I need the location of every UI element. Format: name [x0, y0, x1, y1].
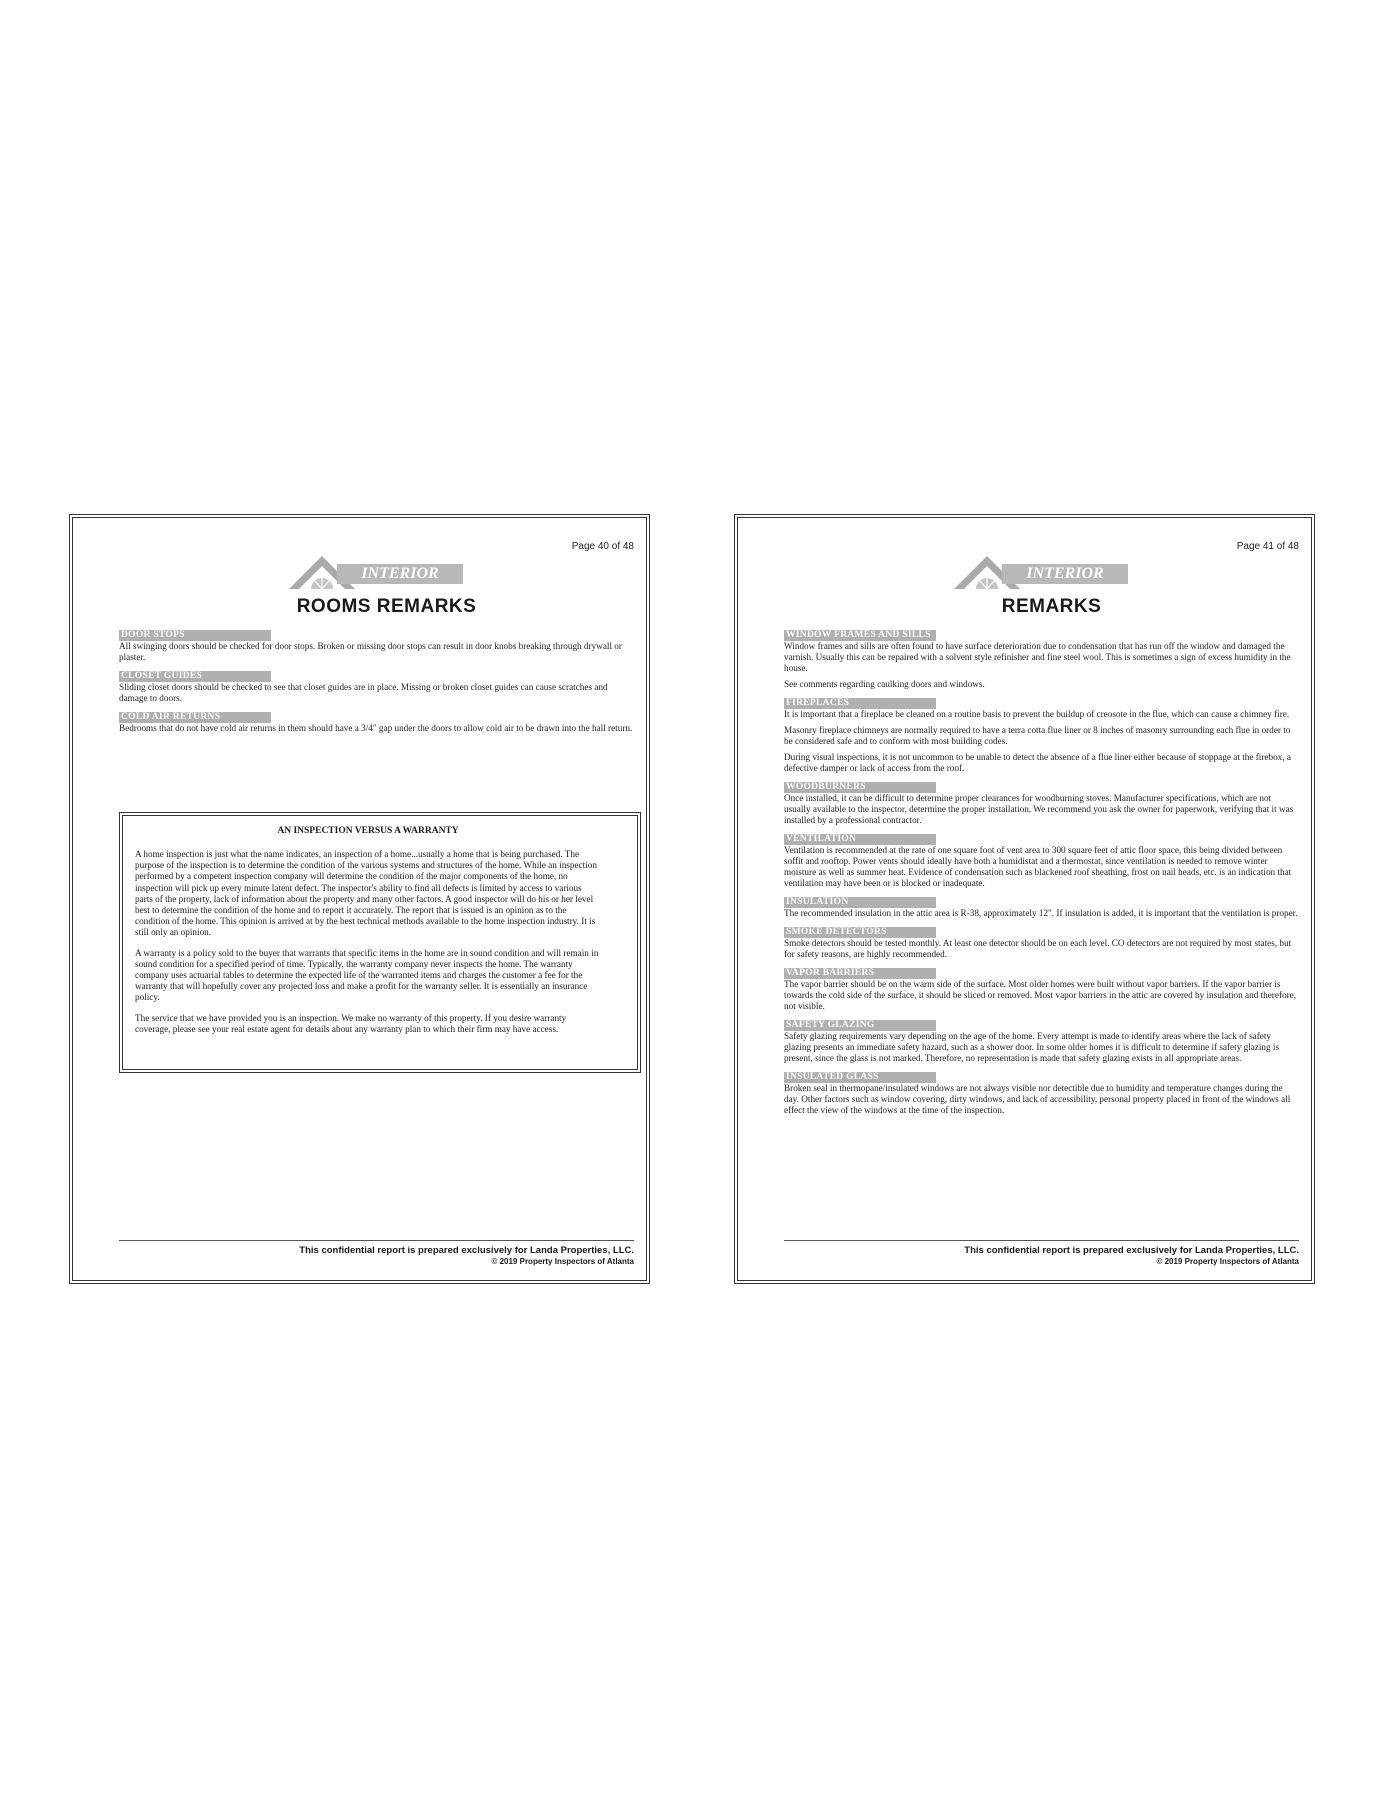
page-title: REMARKS	[1001, 596, 1102, 617]
remarks-sections	[784, 630, 1299, 1124]
remark-section	[784, 630, 1299, 690]
section-text: Broken seal in thermopane/insulated windows are not always visible nor detectible due to humidity and temperature changes during the day. Other factors such as window covering, dirty windows, and lack of accessibility, personal property placed in front of the windows all effect the view of the windows at the time of the inspection.	[784, 1083, 1291, 1115]
section-heading: FIREPLACES	[784, 698, 936, 709]
section-text: Once installed, it can be difficult to determine proper clearances for woodburning stoves. Manufacturer specifications, which are not usually available to the inspector, determine the proper installation. We recommend you ask the owner for paperwork, verifying that it was installed by a professional contractor.	[784, 793, 1294, 825]
section-heading: VAPOR BARRIERS	[784, 968, 936, 979]
remark-section	[784, 897, 1299, 919]
footer-divider	[784, 1240, 1299, 1241]
footer-confidential: This confidential report is prepared exclusively for Landa Properties, LLC.	[964, 1245, 1299, 1256]
section-heading: WINDOW FRAMES AND SILLS	[784, 630, 936, 641]
section-heading: SMOKE DETECTORS	[784, 927, 936, 938]
section-text: See comments regarding caulking doors and windows.	[784, 679, 985, 689]
footer-divider	[119, 1240, 634, 1241]
remark-section	[784, 1072, 1299, 1116]
section-text: Bedrooms that do not have cold air returns in them should have a 3/4" gap under the doors to allow cold air to be drawn into the hall return.	[119, 723, 633, 733]
warranty-paragraph: The service that we have provided you is an inspection. We make no warranty of this property. If you desire warranty coverage, please see your real estate agent for details about any warranty plan to which their firm may have access.	[135, 1012, 567, 1034]
remark-section	[119, 712, 634, 734]
section-banner: INTERIOR	[337, 564, 463, 584]
remark-section	[119, 630, 634, 663]
warranty-box	[119, 812, 641, 1073]
section-text: Ventilation is recommended at the rate of one square foot of vent area to 300 square feet of attic floor space, this being divided between soffit and rooftop. Power vents should ideally have both a humidistat and a thermostat, since ventilation is needed to remove winter moisture as well as summer heat. Evidence of condensation such as blackened roof sheathing, frost on nail heads, etc. is an indication that ventilation may have been or is blocked or inadequate.	[784, 845, 1292, 888]
warranty-title: AN INSPECTION VERSUS A WARRANTY	[277, 826, 459, 836]
report-page-left	[69, 514, 650, 1284]
section-heading: WOODBURNERS	[784, 782, 936, 793]
remark-section	[119, 671, 634, 704]
footer-confidential: This confidential report is prepared exclusively for Landa Properties, LLC.	[299, 1245, 634, 1256]
remark-section	[784, 968, 1299, 1012]
warranty-paragraph: A home inspection is just what the name indicates, an inspection of a home...usually a home that is being purchased. The purpose of the inspection is to determine the condition of the various systems and structures of the home. While an inspection performed by a competent inspection company will determine the condition of the major components of the home, no inspection will pick up every minute latent defect. The inspector's ability to find all defects is limited by access to various parts of the property, lack of information about the property and many other factors. A good inspector will do his or her level best to determine the condition of the home and to report it accurately. The report that is issued is an opinion as to the condition of the home. This opinion is arrived at by the best technical methods available to the home inspection industry. It is still only an opinion.	[135, 849, 597, 938]
remarks-sections	[119, 630, 634, 742]
section-banner: INTERIOR	[1002, 564, 1128, 584]
section-heading: SAFETY GLAZING	[784, 1020, 936, 1031]
remark-section	[784, 698, 1299, 774]
interior-logo	[952, 553, 1148, 591]
page-content	[119, 518, 634, 1280]
section-heading: INSULATED GLASS	[784, 1072, 936, 1083]
remark-section	[784, 927, 1299, 960]
section-text: During visual inspections, it is not uncommon to be unable to detect the absence of a flue liner either because of stoppage at the firebox, a defective damper or lack of access from the roof.	[784, 752, 1291, 773]
remark-section	[784, 834, 1299, 889]
footer-copyright: © 2019 Property Inspectors of Atlanta	[491, 1257, 634, 1266]
page-title: ROOMS REMARKS	[296, 596, 477, 617]
section-heading: DOOR STOPS	[119, 630, 271, 641]
page-number: Page 40 of 48	[571, 541, 634, 552]
page-content	[784, 518, 1299, 1280]
section-heading: CLOSET GUIDES	[119, 671, 271, 682]
section-text: It is important that a fireplace be cleaned on a routine basis to prevent the buildup of creosote in the flue, which can cause a chimney fire.	[784, 709, 1290, 719]
section-heading: VENTILATION	[784, 834, 936, 845]
remark-section	[784, 1020, 1299, 1064]
report-page-right	[734, 514, 1315, 1284]
section-text: Sliding closet doors should be checked to see that closet guides are in place. Missing or broken closet guides can cause scratches and damage to doors.	[119, 682, 608, 703]
section-text: Safety glazing requirements vary depending on the age of the home. Every attempt is made to identify areas where the lack of safety glazing presents an immediate safety hazard, such as a shower door. In some older homes it is difficult to determine if safety glazing is present, since the glass is not marked. Therefore, no representation is made that safety glazing exists in all appropriate areas.	[784, 1031, 1280, 1063]
section-heading: COLD AIR RETURNS	[119, 712, 271, 723]
page-number: Page 41 of 48	[1236, 541, 1299, 552]
section-text: All swinging doors should be checked for door stops. Broken or missing door stops can result in door knobs breaking through drywall or plaster.	[119, 641, 622, 662]
section-text: Masonry fireplace chimneys are normally required to have a terra cotta flue liner or 8 inches of masonry surrounding each flue in order to be considered safe and to conform with most building codes.	[784, 725, 1291, 746]
section-text: The vapor barrier should be on the warm side of the surface. Most older homes were built without vapor barriers. If the vapor barrier is towards the cold side of the surface, it should be sliced or removed. Most vapor barriers in the attic are covered by insulation and therefore, not visible.	[784, 979, 1297, 1011]
interior-logo	[287, 553, 483, 591]
remark-section	[784, 782, 1299, 826]
section-text: The recommended insulation in the attic area is R-38, approximately 12". If insulation is added, it is important that the ventilation is proper.	[784, 908, 1298, 918]
warranty-paragraph: A warranty is a policy sold to the buyer that warrants that specific items in the home are in sound condition and will remain in sound condition for a specified period of time. Typically, the warranty company never inspects the home. The warranty company uses actuarial tables to determine the expected life of the warranted items and charges the customer a fee for the warranty that will hopefully cover any projected loss and make a profit for the warranty seller. It is essentially an insurance policy.	[135, 947, 599, 1003]
section-text: Smoke detectors should be tested monthly. At least one detector should be on each level. CO detectors are not required by most states, but for safety reasons, are highly recommended.	[784, 938, 1292, 959]
section-text: Window frames and sills are often found to have surface deterioration due to condensation that has run off the window and damaged the varnish. Usually this can be repaired with a solvent style refinisher and fine steel wool. This is sometimes a sign of excess humidity in the house.	[784, 641, 1291, 673]
footer-copyright: © 2019 Property Inspectors of Atlanta	[1156, 1257, 1299, 1266]
section-heading: INSULATION	[784, 897, 936, 908]
